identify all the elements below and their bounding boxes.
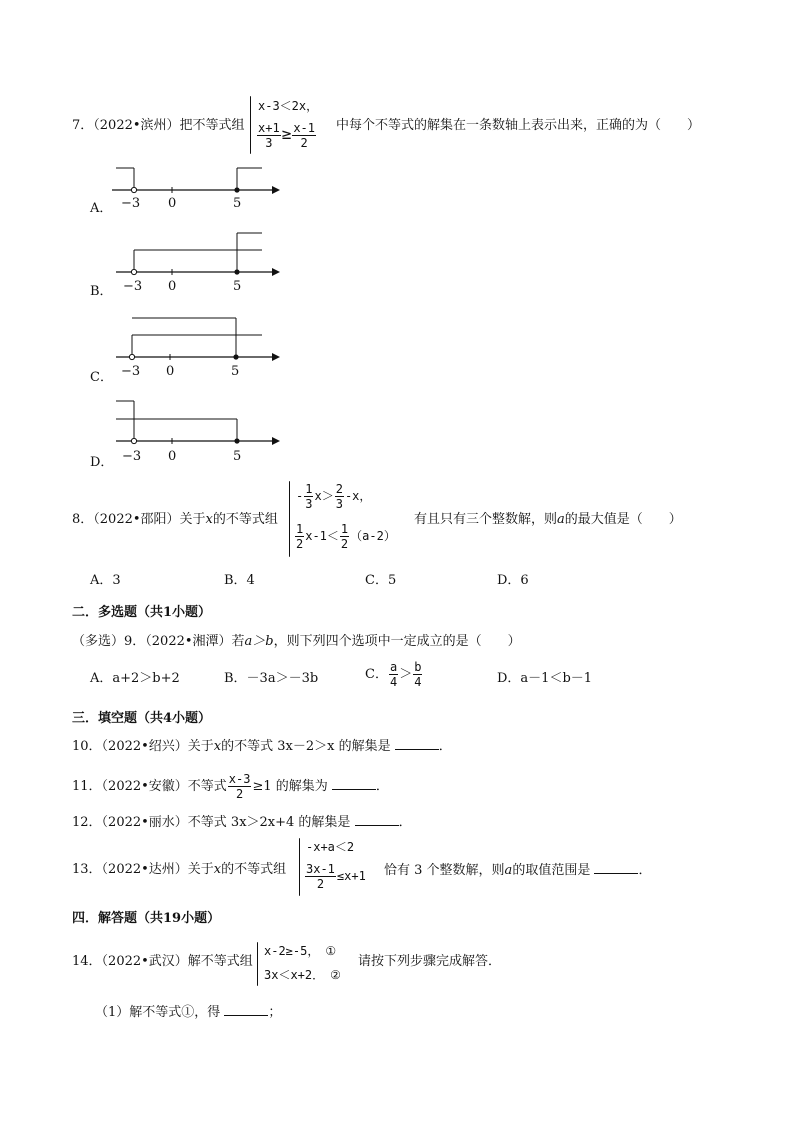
q13-system-line1: -x+a＜2 (306, 840, 355, 854)
q11-question: 11．（2022•安徽）不等式 $\frac{x-3}{2}$ ≥1 的解集为 ． (72, 772, 389, 801)
q14-marker-1: ① (325, 944, 337, 958)
q14-marker-2: ② (330, 968, 341, 982)
q10-answer-blank[interactable] (395, 737, 439, 750)
q7-option-d-tick-neg3: −3 (122, 449, 142, 464)
q7-option-c-label: C． (90, 370, 113, 385)
q8-system-line2: $\frac{1}{2}$ x-1＜ $\frac{1}{2}$ （a-2） (296, 522, 396, 551)
q12-answer-blank[interactable] (355, 813, 399, 826)
q9-option-b[interactable]: B．－3a＞－3b (224, 671, 319, 686)
q7-option-a-label: A． (90, 201, 113, 216)
q8-option-d[interactable]: D．6 (497, 573, 529, 588)
q14-sub1-answer-blank[interactable] (224, 1003, 268, 1016)
q13-answer-blank[interactable] (594, 861, 638, 874)
q7-option-a-tick-0: 0 (168, 196, 177, 211)
q7-option-a-tick-5: 5 (233, 196, 242, 211)
q7-fraction-right: $\frac{x-1}{2}$ (293, 121, 316, 150)
q14-system-brace (257, 942, 258, 986)
q7-fraction-left: $\frac{x+1}{3}$ (258, 121, 280, 150)
section-heading-fill-in: 三．填空题（共4小题） (72, 711, 212, 726)
q7-option-a-tick-neg3: −3 (121, 196, 141, 211)
q9-option-a[interactable]: A．a+2＞b+2 (90, 671, 180, 686)
q9-option-c[interactable]: C． $\frac{a}{4}$ ＞ $\frac{b}{4}$ (365, 660, 422, 689)
q9-option-d[interactable]: D．a－1＜b－1 (497, 671, 593, 686)
q7-option-d-tick-5: 5 (233, 449, 242, 464)
q12-question: 12．（2022•丽水）不等式 3x＞2x+4 的解集是 ． (72, 815, 412, 830)
section-heading-solution: 四．解答题（共19小题） (72, 911, 221, 926)
section-heading-multiple-choice: 二．多选题（共1小题） (72, 605, 212, 620)
q13-system-brace (299, 838, 300, 896)
q14-system-line2: 3x＜x+2． ② (264, 968, 341, 982)
q7-option-d-label: D． (90, 455, 114, 470)
q14-suffix: 请按下列步骤完成解答． (358, 954, 502, 969)
q9-question: （多选）9．（2022•湘潭）若a＞b，则下列四个选项中一定成立的是（ ） (72, 634, 521, 649)
q8-prefix: 8．（2022•邵阳）关于x的不等式组 (72, 512, 278, 527)
q13-suffix: 恰有 3 个整数解，则a的取值范围是 ． (384, 863, 652, 878)
q7-suffix: 中每个不等式的解集在一条数轴上表示出来，正确的为（ ） (336, 118, 701, 133)
q7-option-b-tick-0: 0 (168, 279, 177, 294)
q8-suffix: 有且只有三个整数解，则a的最大值是（ ） (414, 512, 682, 527)
q7-option-c-tick-0: 0 (166, 364, 175, 379)
q11-fraction: $\frac{x-3}{2}$ (228, 772, 251, 801)
q7-option-b-tick-neg3: −3 (123, 279, 143, 294)
q7-option-c-tick-neg3: −3 (121, 364, 141, 379)
q7-option-c-tick-5: 5 (231, 364, 240, 379)
q14-prefix: 14．（2022•武汉）解不等式组 (72, 954, 253, 969)
q7-option-b-tick-5: 5 (233, 279, 242, 294)
q8-system-brace (289, 481, 290, 557)
q8-system-line1: - $\frac{1}{3}$ x＞ $\frac{2}{3}$ -x， (296, 482, 372, 511)
q14-system-line1: x-2≥-5， ① (264, 944, 337, 958)
q10-question: 10．（2022•绍兴）关于x的不等式 3x－2＞x 的解集是 ． (72, 739, 452, 754)
q7-system-line2: $\frac{x+1}{3}$ ≥ $\frac{x-1}{2}$ (258, 121, 316, 150)
q8-option-b[interactable]: B．4 (224, 573, 255, 588)
q7-system-line1: x-3＜2x， (258, 99, 319, 113)
q7-option-b-label: B． (90, 284, 113, 299)
q8-option-a[interactable]: A．3 (90, 573, 121, 588)
q7-prefix: 7．（2022•滨州）把不等式组 (72, 118, 245, 133)
q11-answer-blank[interactable] (332, 777, 376, 790)
q14-subquestion-1: （1）解不等式①，得 ； (95, 1005, 282, 1020)
q13-prefix: 13．（2022•达州）关于x的不等式组 (72, 862, 287, 877)
q8-option-c[interactable]: C．5 (365, 573, 397, 588)
q13-system-line2: $\frac{3x-1}{2}$ ≤x+1 (306, 862, 366, 891)
q7-option-d-tick-0: 0 (168, 449, 177, 464)
